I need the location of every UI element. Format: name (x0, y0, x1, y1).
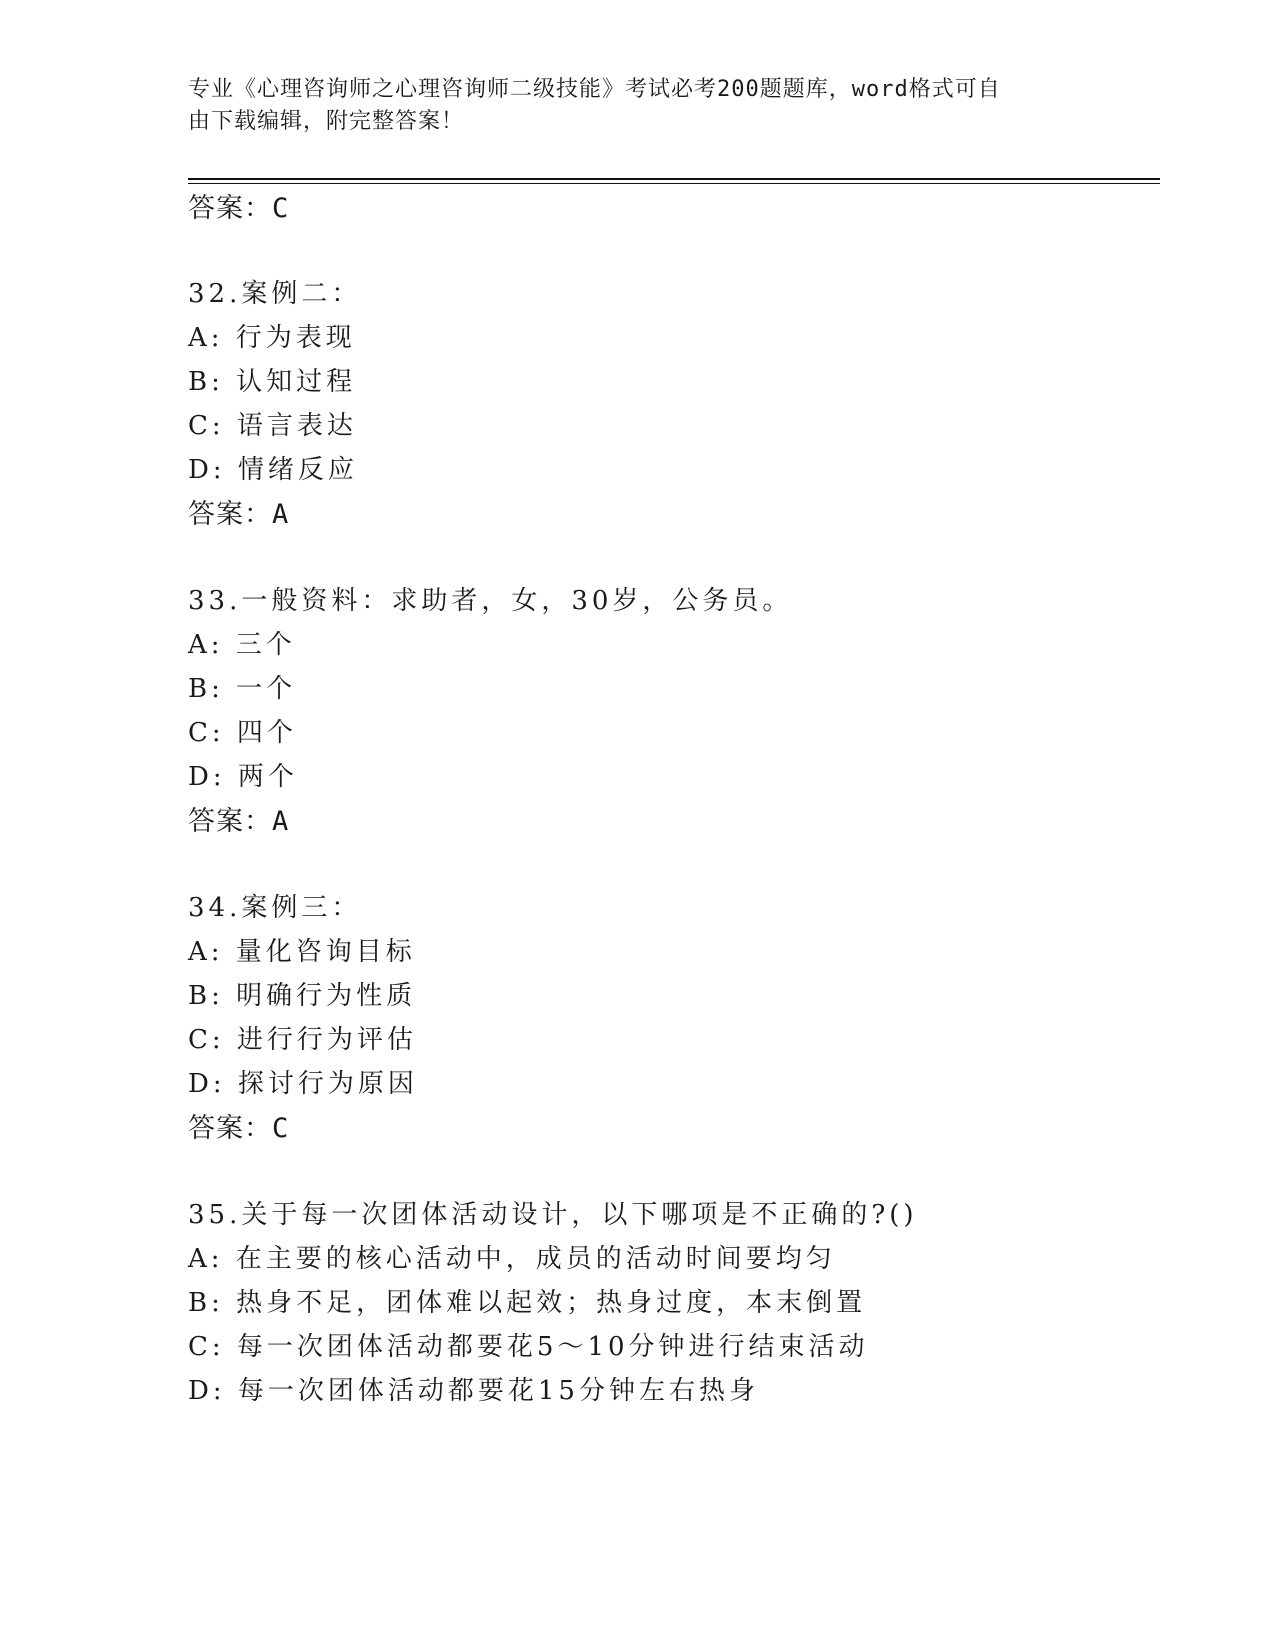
header-intro-line-1: 专业《心理咨询师之心理咨询师二级技能》考试必考200题题库，word格式可自 (188, 77, 1001, 102)
answer-34 (188, 1106, 289, 1145)
question-34-option-d: D: 探讨行为原因 (188, 1069, 418, 1099)
question-32-option-a: A: 行为表现 (188, 323, 356, 353)
answer-value: C (272, 193, 290, 224)
question-34-stem: 34.案例三： (188, 893, 362, 923)
document-header (188, 74, 1068, 138)
question-35-stem: 35.关于每一次团体活动设计，以下哪项是不正确的?() (188, 1200, 918, 1230)
header-divider-thick (188, 178, 1160, 180)
question-32-option-b: B: 认知过程 (188, 367, 357, 397)
question-33-option-b: B: 一个 (188, 674, 297, 704)
question-35-option-b: B: 热身不足，团体难以起效；热身过度，本末倒置 (188, 1288, 867, 1318)
question-33-option-a: A: 三个 (188, 630, 296, 660)
answer-label: 答案： (188, 806, 272, 837)
answer-label: 答案： (188, 499, 272, 530)
question-35-option-c: C: 每一次团体活动都要花5～10分钟进行结束活动 (188, 1332, 869, 1362)
question-32-stem: 32.案例二： (188, 279, 362, 309)
question-35-option-a: A: 在主要的核心活动中，成员的活动时间要均匀 (188, 1244, 836, 1274)
question-32-option-c: C: 语言表达 (188, 411, 357, 441)
question-34-option-a: A: 量化咨询目标 (188, 937, 416, 967)
answer-value: C (272, 1113, 290, 1144)
question-33-stem: 33.一般资料：求助者，女，30岁，公务员。 (188, 586, 793, 616)
question-34-option-b: B: 明确行为性质 (188, 981, 417, 1011)
header-divider-thin (188, 183, 1160, 184)
question-34-option-c: C: 进行行为评估 (188, 1025, 417, 1055)
answer-32 (188, 492, 289, 531)
question-35-option-d: D: 每一次团体活动都要花15分钟左右热身 (188, 1376, 759, 1406)
answer-33 (188, 799, 289, 838)
question-33-option-d: D: 两个 (188, 762, 298, 792)
header-intro-line-2: 由下载编辑，附完整答案！ (188, 109, 465, 134)
answer-value: A (272, 499, 290, 530)
question-33-option-c: C: 四个 (188, 718, 297, 748)
question-32-option-d: D: 情绪反应 (188, 455, 358, 485)
answer-value: A (272, 806, 290, 837)
answer-label: 答案： (188, 193, 272, 224)
answer-31 (188, 186, 289, 225)
answer-label: 答案： (188, 1113, 272, 1144)
